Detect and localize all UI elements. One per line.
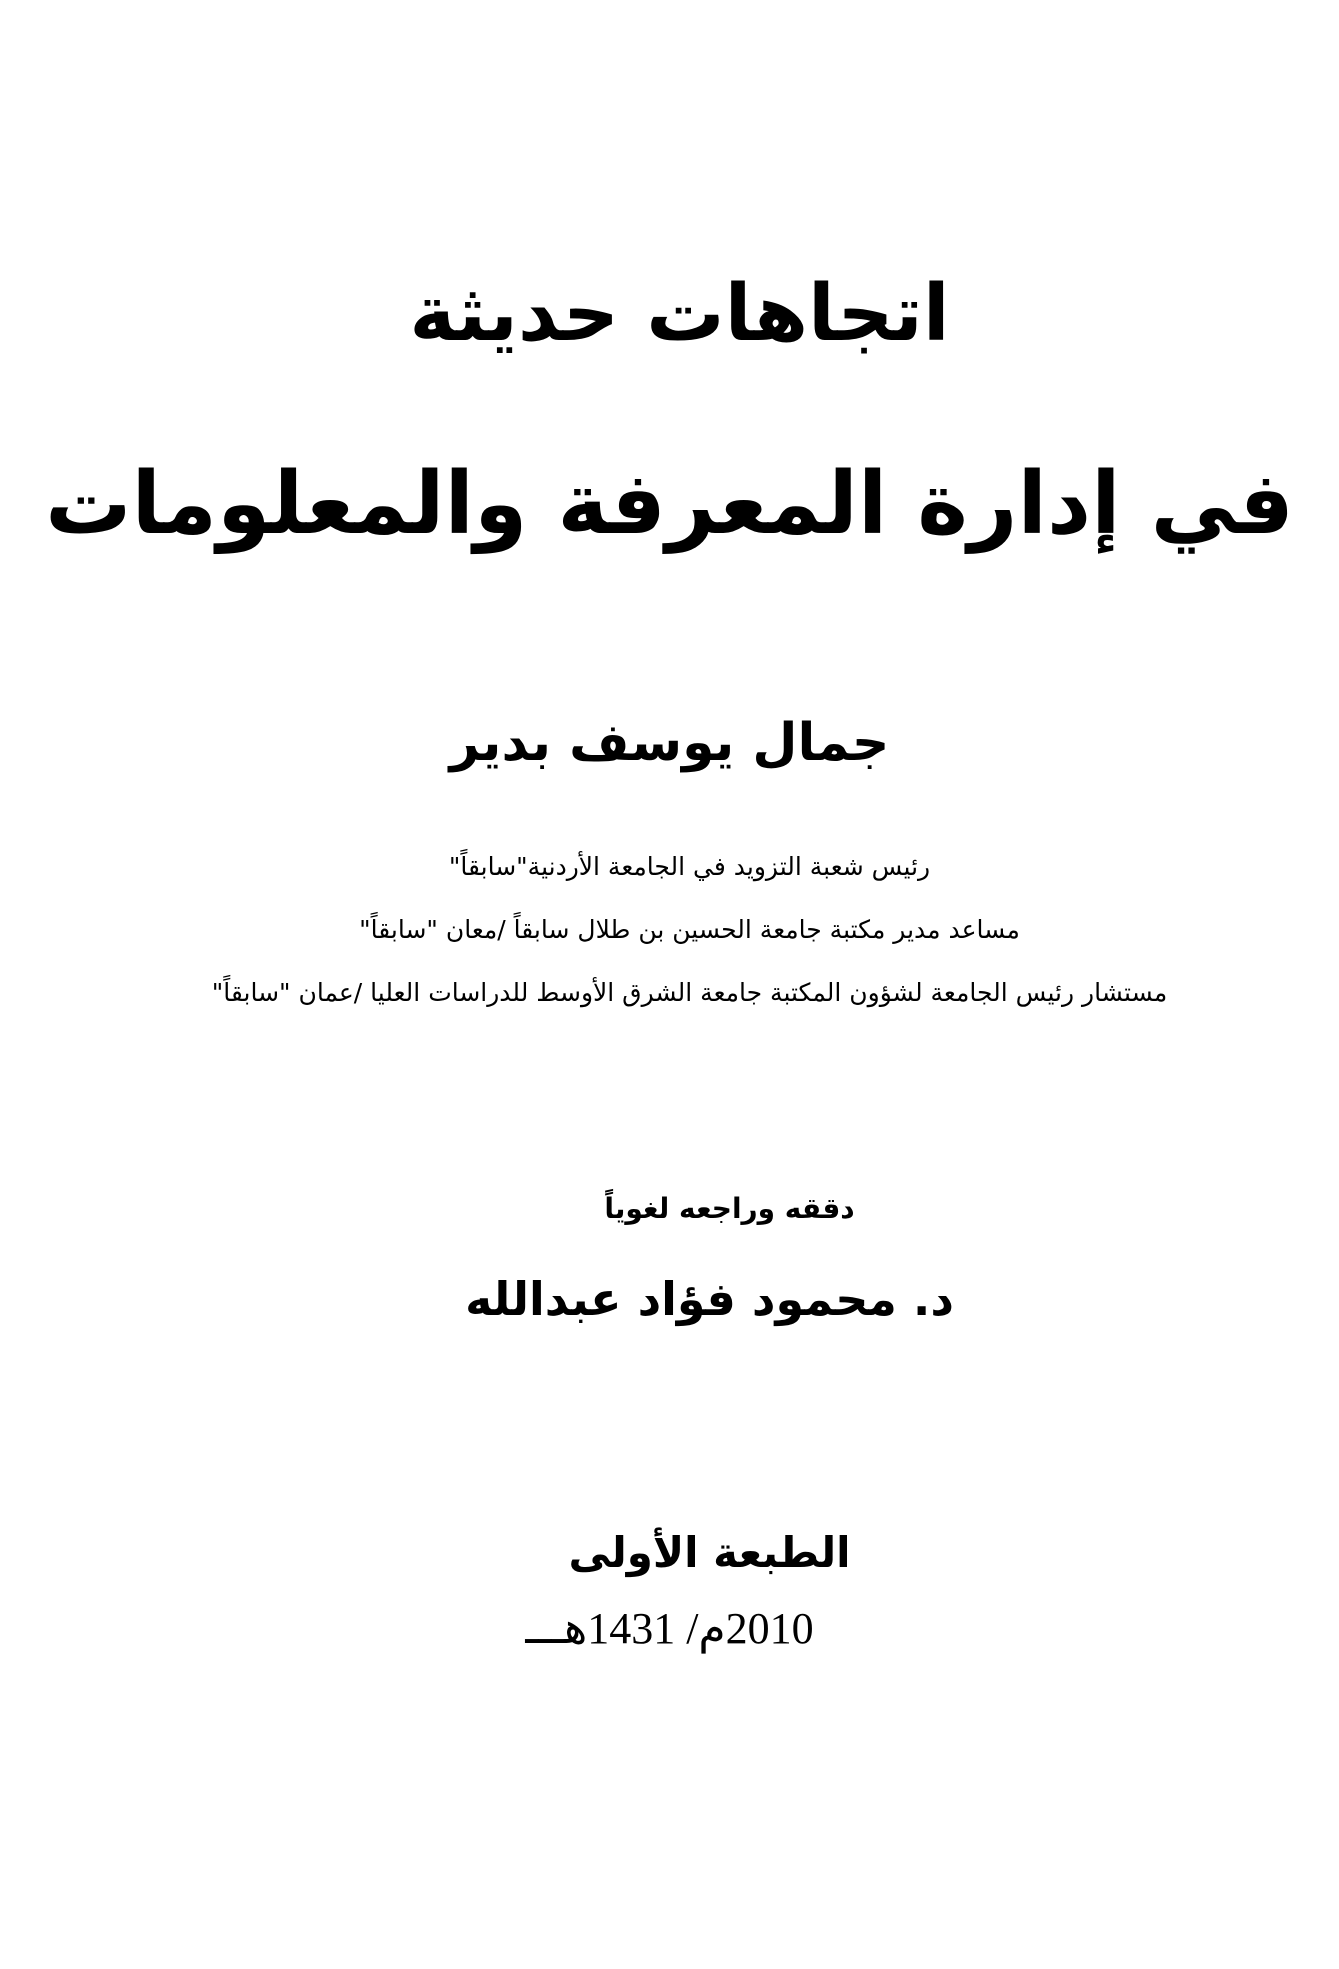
book-title-line-2: في إدارة المعرفة والمعلومات bbox=[45, 454, 1294, 554]
publication-date: 2010م/ 1431هـــ bbox=[525, 1604, 814, 1653]
edition-label: الطبعة الأولى bbox=[568, 1528, 851, 1577]
book-title-line-1: اتجاهات حديثة bbox=[409, 269, 950, 359]
author-credential-1: رئيس شعبة التزويد في الجامعة الأردنية"سابقاً" bbox=[448, 852, 931, 881]
language-review-label: دققه وراجعه لغوياً bbox=[604, 1192, 855, 1225]
author-name: جمال يوسف بدير bbox=[449, 713, 890, 773]
author-credential-2: مساعد مدير مكتبة جامعة الحسين بن طلال سابقاً /معان "سابقاً" bbox=[359, 915, 1020, 944]
reviewer-name: د. محمود فؤاد عبدالله bbox=[465, 1272, 954, 1326]
author-credential-3: مستشار رئيس الجامعة لشؤون المكتبة جامعة الشرق الأوسط للدراسات العليا /عمان "سابقاً" bbox=[211, 978, 1168, 1007]
